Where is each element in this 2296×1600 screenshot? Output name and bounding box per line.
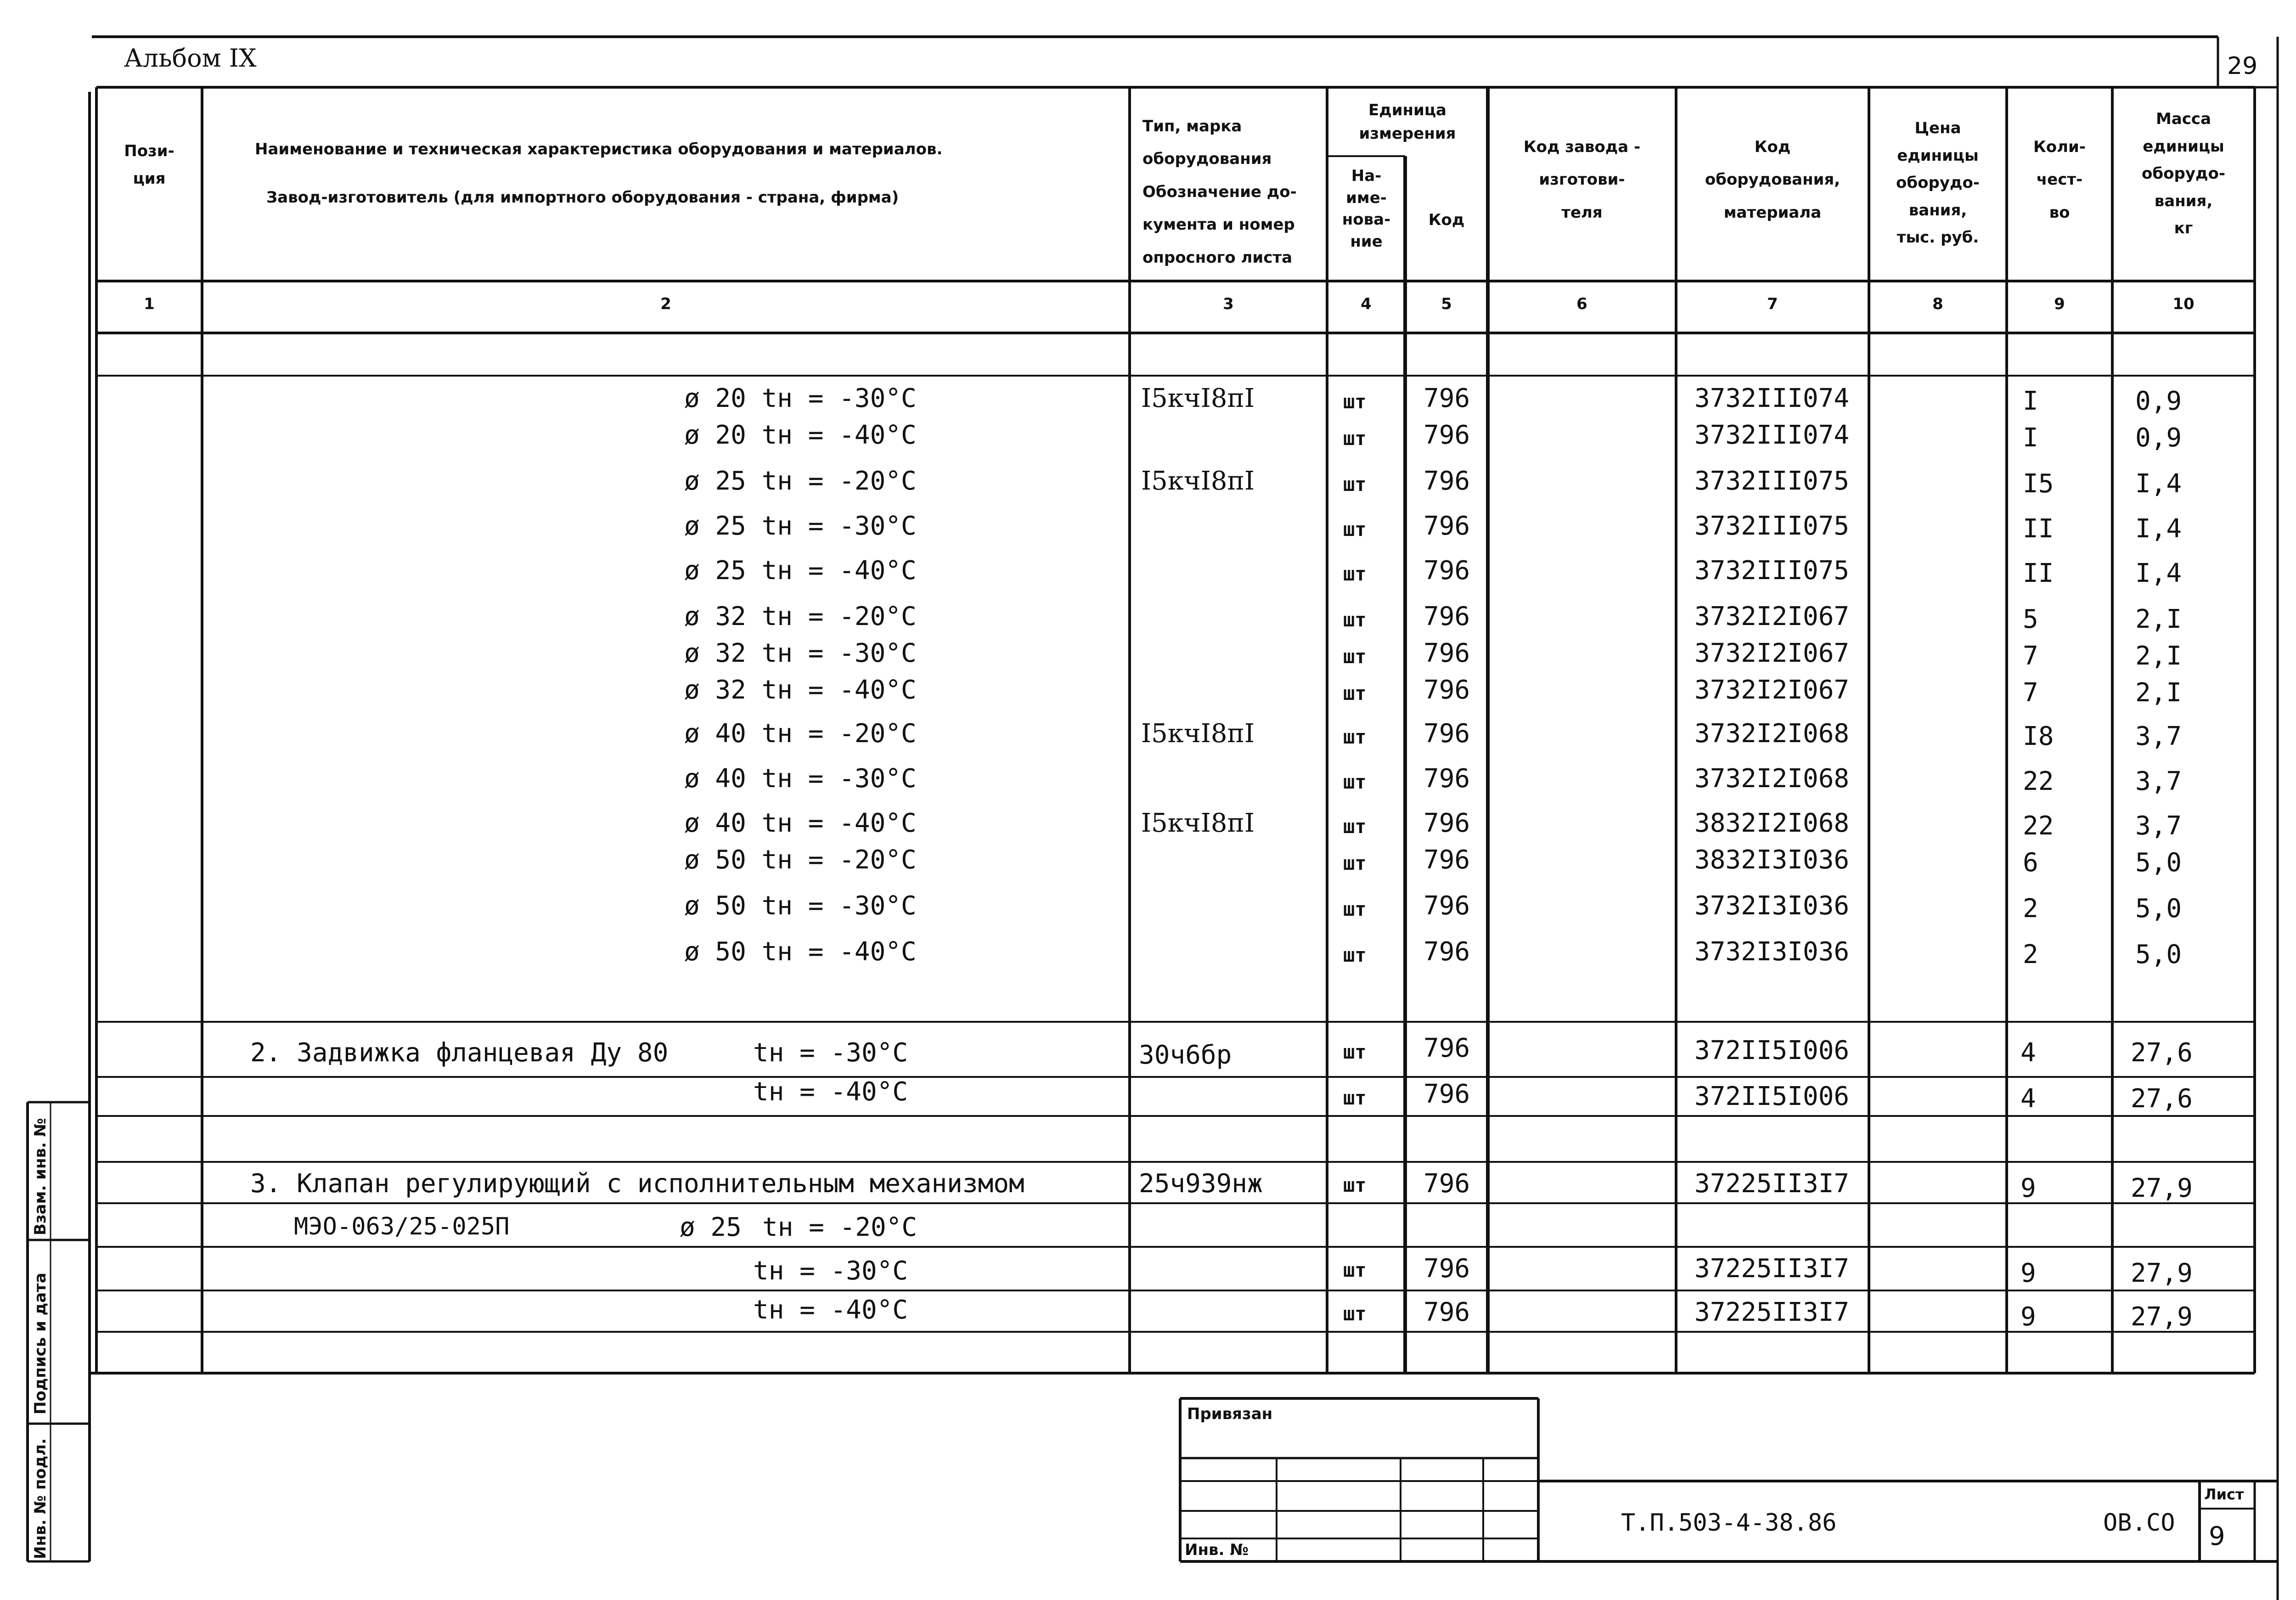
row-mass: 3,7 bbox=[2135, 721, 2182, 751]
row-equipment-code: 3732I2I067 bbox=[1694, 602, 1850, 631]
valve-mass: 27,6 bbox=[2131, 1038, 2193, 1068]
row-name: ø 20 tн = -30°C bbox=[684, 383, 917, 413]
row-unit-code: 796 bbox=[1424, 638, 1470, 668]
header-name-line2: Завод-изготовитель (для импортного оборудования - страна, фирма) bbox=[266, 188, 899, 207]
row-name: ø 25 tн = -30°C bbox=[684, 511, 917, 541]
row-quantity: 22 bbox=[2023, 811, 2054, 841]
row-quantity: II bbox=[2023, 514, 2054, 544]
row-type: I5кчI8пI bbox=[1141, 719, 1255, 749]
regvalve-qty: 9 bbox=[2020, 1302, 2036, 1332]
regvalve-temp-3: tн = -40°C bbox=[753, 1295, 908, 1325]
row-unit-code: 796 bbox=[1424, 719, 1470, 749]
col-number: 2 bbox=[660, 295, 671, 313]
row-equipment-code: 3732I2I068 bbox=[1694, 719, 1850, 749]
row-name: ø 50 tн = -40°C bbox=[684, 937, 917, 967]
regvalve-diameter: ø 25 bbox=[680, 1212, 742, 1242]
row-name: ø 50 tн = -20°C bbox=[684, 845, 917, 875]
header-price: Цена единицы оборудо- вания, тыс. руб. bbox=[1896, 119, 1980, 247]
col-number: 9 bbox=[2054, 295, 2065, 313]
header-unit-code: Код bbox=[1428, 211, 1465, 229]
album-title: Альбом IX bbox=[124, 44, 257, 73]
row-unit-code: 796 bbox=[1424, 808, 1470, 838]
row-mass: 5,0 bbox=[2135, 848, 2182, 878]
regvalve-equip: 37225II3I7 bbox=[1694, 1169, 1850, 1199]
row-unit-code: 796 bbox=[1424, 511, 1470, 541]
col-number: 8 bbox=[1932, 295, 1943, 313]
row-name: ø 25 tн = -20°C bbox=[684, 466, 917, 496]
row-name: ø 40 tн = -40°C bbox=[684, 808, 917, 838]
row-unit-code: 796 bbox=[1424, 891, 1470, 921]
row-unit-code: 796 bbox=[1424, 764, 1470, 794]
row-equipment-code: 3732III075 bbox=[1694, 466, 1850, 496]
row-quantity: I8 bbox=[2023, 721, 2054, 751]
regvalve-temp-2: tн = -30°C bbox=[753, 1256, 908, 1286]
regvalve-temp-1: tн = -20°C bbox=[762, 1212, 917, 1242]
side-label-replace-inv: Взам. инв. № bbox=[31, 1118, 50, 1235]
document-code: Т.П.503-4-38.86 bbox=[1621, 1509, 1837, 1537]
regvalve-unit: шт bbox=[1343, 1302, 1367, 1325]
row-unit-code: 796 bbox=[1424, 383, 1470, 413]
row-unit: шт bbox=[1343, 771, 1367, 793]
row-unit: шт bbox=[1343, 815, 1367, 838]
valve-unit: шт bbox=[1343, 1087, 1367, 1109]
row-equipment-code: 3732I2I068 bbox=[1694, 764, 1850, 794]
regvalve-equip: 37225II3I7 bbox=[1694, 1254, 1850, 1284]
sheet-label: Лист bbox=[2204, 1486, 2244, 1503]
stamp-bound: Привязан bbox=[1187, 1405, 1273, 1423]
col-number: 7 bbox=[1767, 295, 1778, 313]
row-type: I5кчI8пI bbox=[1141, 808, 1255, 838]
header-quantity: Коли- чест- во bbox=[2033, 138, 2086, 222]
row-name: ø 32 tн = -20°C bbox=[684, 602, 917, 631]
valve-qty: 4 bbox=[2020, 1038, 2036, 1068]
sheet-code: ОВ.СО bbox=[2103, 1509, 2175, 1537]
row-type: I5кчI8пI bbox=[1141, 383, 1255, 413]
row-equipment-code: 3732I3I036 bbox=[1694, 891, 1850, 921]
row-mass: 5,0 bbox=[2135, 894, 2182, 924]
header-equipment-code: Код оборудования, материала bbox=[1705, 138, 1840, 222]
header-factory-code: Код завода - изготови- теля bbox=[1523, 138, 1641, 222]
row-quantity: 2 bbox=[2023, 894, 2038, 924]
row-mass: I,4 bbox=[2135, 514, 2182, 544]
valve-title: 2. Задвижка фланцевая Ду 80 bbox=[250, 1038, 669, 1068]
row-mass: 5,0 bbox=[2135, 940, 2182, 969]
col-number: 1 bbox=[144, 295, 155, 313]
regvalve-unit: шт bbox=[1343, 1259, 1367, 1281]
regvalve-title: 3. Клапан регулирующий с исполнительным механизмом bbox=[250, 1169, 1024, 1199]
row-quantity: I bbox=[2023, 386, 2038, 416]
regvalve-code: 796 bbox=[1424, 1254, 1470, 1284]
header-mass: Масса единицы оборудо- вания, кг bbox=[2142, 110, 2225, 237]
col-number: 6 bbox=[1576, 295, 1587, 313]
header-unit-name: На- име- нова- ние bbox=[1342, 167, 1391, 251]
sheet-number: 9 bbox=[2209, 1521, 2225, 1551]
valve-code: 796 bbox=[1424, 1079, 1470, 1109]
row-equipment-code: 3732III074 bbox=[1694, 420, 1850, 450]
row-equipment-code: 3832I3I036 bbox=[1694, 845, 1850, 875]
row-unit-code: 796 bbox=[1424, 556, 1470, 586]
regvalve-qty: 9 bbox=[2020, 1173, 2036, 1203]
col-number: 5 bbox=[1441, 295, 1452, 313]
regvalve-code: 796 bbox=[1424, 1169, 1470, 1199]
row-mass: 0,9 bbox=[2135, 423, 2182, 453]
row-name: ø 25 tн = -40°C bbox=[684, 556, 917, 586]
row-mass: 3,7 bbox=[2135, 811, 2182, 841]
regvalve-unit: шт bbox=[1343, 1174, 1367, 1196]
row-equipment-code: 3732I2I067 bbox=[1694, 675, 1850, 705]
valve-equip: 372II5I006 bbox=[1694, 1036, 1850, 1065]
row-unit: шт bbox=[1343, 682, 1367, 704]
row-quantity: II bbox=[2023, 558, 2054, 588]
row-quantity: 22 bbox=[2023, 766, 2054, 796]
row-unit: шт bbox=[1343, 390, 1367, 413]
valve-mass: 27,6 bbox=[2131, 1084, 2193, 1114]
regvalve-qty: 9 bbox=[2020, 1258, 2036, 1288]
row-quantity: 6 bbox=[2023, 848, 2038, 878]
page-number: 29 bbox=[2227, 52, 2258, 80]
row-unit: шт bbox=[1343, 427, 1367, 450]
regvalve-mass: 27,9 bbox=[2131, 1302, 2193, 1332]
header-position: Пози- ция bbox=[124, 142, 174, 188]
row-mass: 0,9 bbox=[2135, 386, 2182, 416]
valve-temp-1: tн = -30°C bbox=[753, 1038, 908, 1068]
header-name-line1: Наименование и техническая характеристика оборудования и материалов. bbox=[255, 140, 943, 158]
col-number: 4 bbox=[1361, 295, 1372, 313]
stamp-inv-no: Инв. № bbox=[1185, 1541, 1249, 1559]
valve-unit: шт bbox=[1343, 1041, 1367, 1063]
row-unit: шт bbox=[1343, 608, 1367, 631]
row-mass: 2,I bbox=[2135, 641, 2182, 671]
valve-equip: 372II5I006 bbox=[1694, 1082, 1850, 1111]
row-unit-code: 796 bbox=[1424, 675, 1470, 705]
row-mass: I,4 bbox=[2135, 558, 2182, 588]
col-number: 10 bbox=[2172, 295, 2195, 313]
row-unit: шт bbox=[1343, 473, 1367, 496]
valve-code: 796 bbox=[1424, 1033, 1470, 1063]
row-name: ø 20 tн = -40°C bbox=[684, 420, 917, 450]
row-equipment-code: 3732I2I067 bbox=[1694, 638, 1850, 668]
row-mass: 2,I bbox=[2135, 604, 2182, 634]
row-unit-code: 796 bbox=[1424, 937, 1470, 967]
row-unit-code: 796 bbox=[1424, 466, 1470, 496]
row-unit-code: 796 bbox=[1424, 602, 1470, 631]
row-equipment-code: 3732III075 bbox=[1694, 511, 1850, 541]
row-mass: 3,7 bbox=[2135, 766, 2182, 796]
row-quantity: I bbox=[2023, 423, 2038, 453]
header-unit: Единица измерения bbox=[1359, 101, 1456, 143]
regvalve-equip: 37225II3I7 bbox=[1694, 1297, 1850, 1327]
row-name: ø 32 tн = -30°C bbox=[684, 638, 917, 668]
side-label-inv-original: Инв. № подл. bbox=[31, 1438, 50, 1559]
regvalve-mass: 27,9 bbox=[2131, 1258, 2193, 1288]
regvalve-type: 25ч939нж bbox=[1139, 1169, 1263, 1199]
valve-type: 30ч6бр bbox=[1139, 1040, 1232, 1070]
col-number: 3 bbox=[1223, 295, 1234, 313]
row-quantity: 7 bbox=[2023, 678, 2038, 708]
row-quantity: 2 bbox=[2023, 940, 2038, 969]
side-label-sign-date: Подпись и дата bbox=[31, 1273, 50, 1414]
valve-qty: 4 bbox=[2020, 1084, 2036, 1114]
row-mass: I,4 bbox=[2135, 469, 2182, 499]
row-name: ø 40 tн = -30°C bbox=[684, 764, 917, 794]
row-unit: шт bbox=[1343, 518, 1367, 541]
row-unit: шт bbox=[1343, 898, 1367, 920]
row-unit: шт bbox=[1343, 563, 1367, 585]
regvalve-mass: 27,9 bbox=[2131, 1173, 2193, 1203]
row-quantity: 7 bbox=[2023, 641, 2038, 671]
row-type: I5кчI8пI bbox=[1141, 466, 1255, 496]
regvalve-model: МЭО-063/25-025П bbox=[294, 1213, 510, 1240]
row-equipment-code: 3832I2I068 bbox=[1694, 808, 1850, 838]
row-name: ø 32 tн = -40°C bbox=[684, 675, 917, 705]
row-unit: шт bbox=[1343, 852, 1367, 874]
header-type: Тип, марка оборудования Обозначение до- кумента и номер опросного листа bbox=[1142, 117, 1297, 267]
row-equipment-code: 3732III074 bbox=[1694, 383, 1850, 413]
row-quantity: 5 bbox=[2023, 604, 2038, 634]
row-mass: 2,I bbox=[2135, 678, 2182, 708]
row-unit: шт bbox=[1343, 944, 1367, 966]
valve-temp-2: tн = -40°C bbox=[753, 1077, 908, 1107]
row-unit-code: 796 bbox=[1424, 420, 1470, 450]
regvalve-code: 796 bbox=[1424, 1297, 1470, 1327]
row-unit: шт bbox=[1343, 645, 1367, 668]
row-equipment-code: 3732III075 bbox=[1694, 556, 1850, 586]
row-equipment-code: 3732I3I036 bbox=[1694, 937, 1850, 967]
row-name: ø 50 tн = -30°C bbox=[684, 891, 917, 921]
row-name: ø 40 tн = -20°C bbox=[684, 719, 917, 749]
row-unit-code: 796 bbox=[1424, 845, 1470, 875]
row-unit: шт bbox=[1343, 726, 1367, 748]
row-quantity: I5 bbox=[2023, 469, 2054, 499]
